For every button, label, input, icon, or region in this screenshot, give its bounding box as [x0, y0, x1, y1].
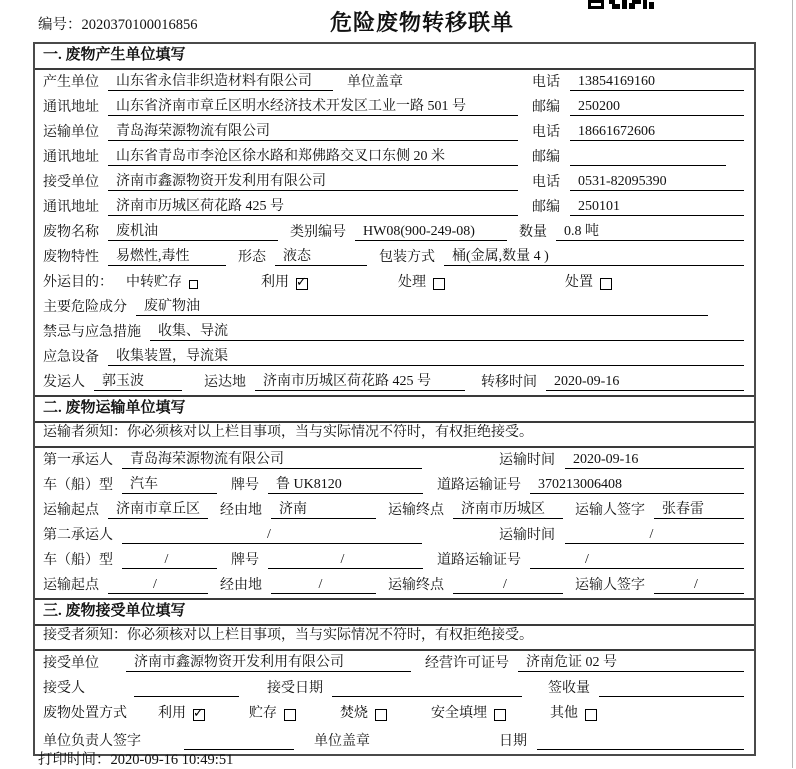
shipper-value: 郭玉波 — [94, 370, 182, 391]
transport-time-label: 运输时间 — [499, 528, 555, 543]
receiver-zip-group — [532, 196, 744, 216]
plate-label: 牌号 — [231, 478, 259, 493]
responsible-sign-label: 单位负责人签字 — [43, 734, 141, 749]
route2-start-value: / — [108, 577, 208, 594]
route2-sign-value: / — [654, 577, 744, 594]
waste-name-label: 废物名称 — [43, 225, 99, 240]
seal-label: 单位盖章 — [347, 75, 403, 90]
receiver-value: 济南市鑫源物资开发利用有限公司 — [108, 170, 518, 191]
quantity-value: 0.8 吨 — [556, 220, 744, 241]
carrier2-row — [35, 523, 754, 548]
accept-unit-row — [35, 651, 754, 676]
transporter-row — [35, 120, 754, 145]
page-header — [0, 0, 796, 40]
disposal-option — [158, 702, 205, 722]
print-time — [38, 748, 233, 769]
license-value: 济南危证 02 号 — [518, 651, 744, 672]
receiver-notice-row — [35, 626, 754, 651]
vehicle2-plate-value: / — [268, 552, 423, 569]
receiver-phone-value: 0531-82095390 — [570, 174, 744, 191]
transporter-address-row — [35, 145, 754, 170]
route1-via-value: 济南 — [271, 498, 376, 519]
road-cert-label: 道路运输证号 — [437, 478, 521, 493]
receiver-address-row — [35, 195, 754, 220]
unit-seal-label: 单位盖章 — [314, 734, 370, 749]
receiver-label: 接受单位 — [43, 175, 99, 190]
disposal-option-label: 焚烧 — [340, 706, 368, 721]
receiver-row — [35, 170, 754, 195]
carrier-sign-label: 运输人签字 — [575, 503, 645, 518]
zip-label: 邮编 — [532, 100, 560, 115]
page-edge-divider — [792, 0, 793, 768]
disposal-option — [340, 702, 387, 722]
destination-label: 运达地 — [204, 375, 246, 390]
producer-address-row — [35, 95, 754, 120]
received-amount-value — [599, 680, 744, 697]
via-label: 经由地 — [220, 578, 262, 593]
via-label: 经由地 — [220, 503, 262, 518]
phone-label: 电话 — [532, 125, 560, 140]
disposal-checkbox — [494, 709, 506, 721]
receiver-address-value: 济南市历城区荷花路 425 号 — [108, 195, 518, 216]
equipment-value: 收集装置，导流渠 — [108, 345, 744, 366]
sign-date-group — [499, 730, 744, 750]
receiver-notice-text: 接受者须知：你必须核对以上栏目事项，当与实际情况不符时，有权拒绝接受。 — [43, 628, 533, 643]
carrier2-time-group — [499, 524, 744, 544]
receiver-phone-group — [532, 171, 744, 191]
route1-end-value: 济南市历城区 — [453, 498, 563, 519]
shipper-label: 发运人 — [43, 375, 85, 390]
disposal-option-label: 安全填埋 — [431, 706, 487, 721]
address-label: 通讯地址 — [43, 200, 99, 215]
purpose-option — [565, 271, 612, 291]
receiver-zip-value: 250101 — [570, 199, 744, 216]
carrier1-value: 青岛海荣源物流有限公司 — [122, 448, 422, 469]
manifest-table — [33, 42, 756, 756]
transporter-notice-row — [35, 423, 754, 448]
purpose-checkbox — [189, 280, 198, 289]
carrier1-time-value: 2020-09-16 — [565, 452, 744, 469]
producer-label: 产生单位 — [43, 75, 99, 90]
hazard-value: 废矿物油 — [136, 295, 708, 316]
disposal-checkbox — [375, 709, 387, 721]
packing-label: 包装方式 — [379, 250, 435, 265]
purpose-row — [35, 270, 754, 295]
vehicle2-cert-extension — [650, 552, 744, 569]
producer-address-value: 山东省济南市章丘区明水经济技术开发区工业一路 501 号 — [108, 95, 518, 116]
print-time-value: 2020-09-16 10:49:51 — [110, 752, 234, 768]
zip-label: 邮编 — [532, 150, 560, 165]
qr-code-icon — [588, 0, 654, 9]
carrier1-row — [35, 448, 754, 473]
transporter-zip-group — [532, 146, 744, 166]
road-cert-label: 道路运输证号 — [437, 553, 521, 568]
license-label: 经营许可证号 — [425, 656, 509, 671]
print-time-label: 打印时间： — [38, 752, 111, 768]
category-value: HW08(900-249-08) — [355, 224, 507, 241]
vehicle-type-label: 车（船）型 — [43, 553, 113, 568]
shipper-row — [35, 370, 754, 395]
carrier2-label: 第二承运人 — [43, 528, 113, 543]
route-start-label: 运输起点 — [43, 578, 99, 593]
transport-time-label: 运输时间 — [499, 453, 555, 468]
hazard-row — [35, 295, 754, 320]
transfer-time-label: 转移时间 — [481, 375, 537, 390]
form-value: 液态 — [275, 245, 367, 266]
section3-header: 三. 废物接受单位填写 — [35, 598, 754, 626]
waste-traits-label: 废物特性 — [43, 250, 99, 265]
purpose-checkbox — [296, 278, 308, 290]
taboo-label: 禁忌与应急措施 — [43, 325, 141, 340]
destination-value: 济南市历城区荷花路 425 号 — [255, 370, 465, 391]
vehicle-type-label: 车（船）型 — [43, 478, 113, 493]
address-label: 通讯地址 — [43, 150, 99, 165]
doc-number — [38, 13, 198, 34]
equipment-row — [35, 345, 754, 370]
vehicle2-row — [35, 548, 754, 573]
doc-number-label: 编号： — [38, 17, 82, 33]
disposal-option — [431, 702, 506, 722]
hazard-label: 主要危险成分 — [43, 300, 127, 315]
waste-name-row — [35, 220, 754, 245]
transporter-value: 青岛海荣源物流有限公司 — [108, 120, 518, 141]
accept-person-label: 接受人 — [43, 681, 85, 696]
waste-traits-row — [35, 245, 754, 270]
purpose-option-label: 中转贮存 — [126, 275, 182, 290]
carrier1-label: 第一承运人 — [43, 453, 113, 468]
producer-phone-value: 13854169160 — [570, 74, 744, 91]
route1-sign-value: 张春雷 — [654, 498, 744, 519]
route2-end-value: / — [453, 577, 563, 594]
accept-unit-label: 接受单位 — [43, 656, 99, 671]
page-title: 危险废物转移联单 — [330, 10, 515, 35]
doc-number-value: 2020370100016856 — [81, 17, 198, 33]
carrier-sign-label: 运输人签字 — [575, 578, 645, 593]
producer-phone-group — [532, 71, 744, 91]
accept-person-row — [35, 676, 754, 701]
route1-row — [35, 498, 754, 523]
zip-label: 邮编 — [532, 200, 560, 215]
quantity-label: 数量 — [519, 225, 547, 240]
date-label: 日期 — [499, 734, 527, 749]
route2-via-value: / — [271, 577, 376, 594]
carrier2-value: / — [122, 527, 422, 544]
producer-row — [35, 70, 754, 95]
waste-traits-value: 易燃性,毒性 — [108, 245, 226, 266]
transporter-address-value: 山东省青岛市李沧区徐水路和郑佛路交叉口东侧 20 米 — [108, 145, 518, 166]
vehicle2-cert-value: / — [530, 552, 650, 569]
vehicle2-type-value: / — [122, 552, 217, 569]
carrier1-time-group — [499, 449, 744, 469]
purpose-label: 外运目的： — [43, 275, 113, 290]
accept-date-label: 接受日期 — [267, 681, 323, 696]
vehicle1-cert-value: 370213006408 — [530, 477, 744, 494]
disposal-option — [249, 702, 296, 722]
taboo-row — [35, 320, 754, 345]
address-label: 通讯地址 — [43, 100, 99, 115]
accept-date-value — [332, 680, 522, 697]
purpose-option — [261, 271, 308, 291]
vehicle1-row — [35, 473, 754, 498]
purpose-option — [398, 271, 445, 291]
route-start-label: 运输起点 — [43, 503, 99, 518]
transporter-phone-value: 18661672606 — [570, 124, 744, 141]
transporter-notice-text: 运输者须知：你必须核对以上栏目事项，当与实际情况不符时，有权拒绝接受。 — [43, 425, 533, 440]
producer-value: 山东省永信非织造材料有限公司 — [108, 70, 333, 91]
carrier2-time-value: / — [565, 527, 744, 544]
purpose-option-label: 处理 — [398, 275, 426, 290]
disposal-label: 废物处置方式 — [43, 706, 127, 721]
accept-unit-value: 济南市鑫源物资开发利用有限公司 — [126, 651, 411, 672]
packing-value: 桶(金属,数量 4 ) — [444, 245, 744, 266]
purpose-checkbox — [600, 278, 612, 290]
route1-start-value: 济南市章丘区 — [108, 498, 208, 519]
disposal-checkbox — [585, 709, 597, 721]
received-amount-label: 签收量 — [548, 681, 590, 696]
disposal-row — [35, 701, 754, 726]
phone-label: 电话 — [532, 75, 560, 90]
date-value — [537, 733, 744, 750]
category-label: 类别编号 — [290, 225, 346, 240]
disposal-checkbox — [193, 709, 205, 721]
disposal-option-label: 利用 — [158, 706, 186, 721]
transporter-label: 运输单位 — [43, 125, 99, 140]
purpose-option — [126, 271, 198, 291]
taboo-value: 收集、导流 — [150, 320, 744, 341]
disposal-option-label: 其他 — [550, 706, 578, 721]
equipment-label: 应急设备 — [43, 350, 99, 365]
phone-label: 电话 — [532, 175, 560, 190]
purpose-option-label: 利用 — [261, 275, 289, 290]
transporter-phone-group — [532, 121, 744, 141]
section2-header: 二. 废物运输单位填写 — [35, 395, 754, 423]
disposal-option-label: 贮存 — [249, 706, 277, 721]
disposal-checkbox — [284, 709, 296, 721]
route-end-label: 运输终点 — [388, 503, 444, 518]
transfer-time-value: 2020-09-16 — [546, 374, 744, 391]
route-end-label: 运输终点 — [388, 578, 444, 593]
route2-row — [35, 573, 754, 598]
vehicle1-type-value: 汽车 — [122, 473, 217, 494]
transporter-zip-value — [570, 149, 726, 166]
waste-name-value: 废机油 — [108, 220, 278, 241]
producer-zip-group — [532, 96, 744, 116]
section1-header: 一. 废物产生单位填写 — [35, 44, 754, 70]
disposal-option — [550, 702, 597, 722]
purpose-checkbox — [433, 278, 445, 290]
plate-label: 牌号 — [231, 553, 259, 568]
vehicle1-plate-value: 鲁 UK8120 — [268, 473, 423, 494]
producer-zip-value: 250200 — [570, 99, 744, 116]
accept-person-value — [134, 680, 239, 697]
form-label: 形态 — [238, 250, 266, 265]
purpose-option-label: 处置 — [565, 275, 593, 290]
